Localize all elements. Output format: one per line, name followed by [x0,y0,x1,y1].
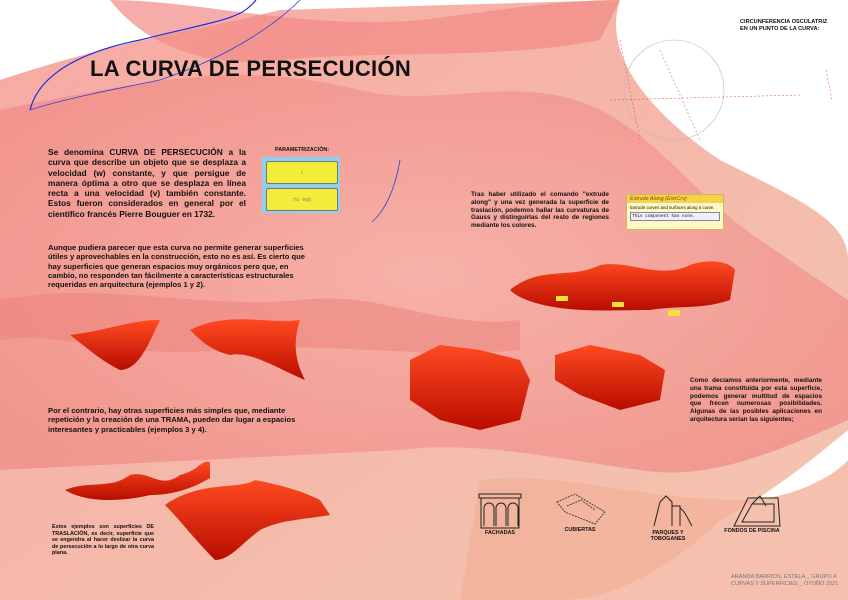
credits [731,574,838,588]
tooltip-header: Extrude Along (ExtrCrv) [627,195,723,203]
page-title: LA CURVA DE PERSECUCIÓN [90,56,412,81]
credits-course: CURVAS Y SUPERFICIES _ OTOÑO 2021 [731,580,839,587]
application-pool-floors: FONDOS DE PISCINA [724,528,780,534]
paragraph-trama: Por el contrario, hay otras superficies más simples que, mediante repetición y la creación de una TRAMA, pueden dar lugar a espacios interesantes y practicables (ejemplos 3 y 4). [48,406,296,434]
param-y-box: t^2 - ln(t) [266,188,338,211]
pool-icon [732,494,782,528]
roof-icon [555,492,607,526]
playground-slide-icon [650,492,694,528]
facade-icon [477,492,523,530]
osculating-circle-label: CIRCUNFERENCIA OSCULATRIZ EN UN PUNTO DE LA CURVA: [740,19,828,32]
paragraph-organic-surfaces: Aunque pudiera parecer que esta curva no permite generar superficies útiles y aprovechables en la construcción, esto no es así. Es cierto que hay superficies que generan espacios muy orgánicos pero que, en cambio, no responden tan fácilmente a características estructurales requeridas en arquitectura (ejemplos 1 y 2). [48,243,306,289]
tooltip-message: This component has none. [630,212,720,221]
paragraph-traslacion: Estos ejemplos son superficies DE TRASLACIÓN, es decir, superficie que se engendra al hacer deslizar la curva de persecución a lo largo de otra curva plana. [52,524,154,557]
parametrization-label: PARAMETRIZACIÓN: [275,147,330,153]
application-parks-slides: PARQUES Y TOBOGANES [650,530,686,542]
credits-author: ARANDA BARRIOS, ESTELA _ GRUPO A [731,574,837,580]
application-roofs: CUBIERTAS [564,527,596,533]
param-x-box: t [266,161,338,184]
grasshopper-tooltip [626,194,724,230]
parametrization-panel [262,157,340,213]
application-facades: FACHADAS [485,530,515,536]
intro-paragraph: Se denomina CURVA DE PERSECUCIÓN a la curva que describe un objeto que se desplaza a velocidad (w) constante, y que persigue de manera óptima a otro que se desplaza en línea recta a una velocidad (v) también constante. Estos fueron considerados en general por el científico francés Pierre Bouguer en 1732. [48,147,246,219]
paragraph-extrude: Tras haber utilizado el comando "extrude along" y una vez generada la superficie de traslación, podemos hallar las curvaturas de Gauss y distinguirlas del resto de regiones mediante los colores. [471,191,609,230]
paragraph-applications: Como decíamos anteriormente, mediante una trama constituida por esta superficie, podemos generar multitud de espacios que frecen numerosas posibilidades. Algunas de las posibles aplicaciones en arquitectura serían las siguientes; [690,377,822,424]
tooltip-description: Extrude curves and surfaces along a curve. [630,205,715,210]
